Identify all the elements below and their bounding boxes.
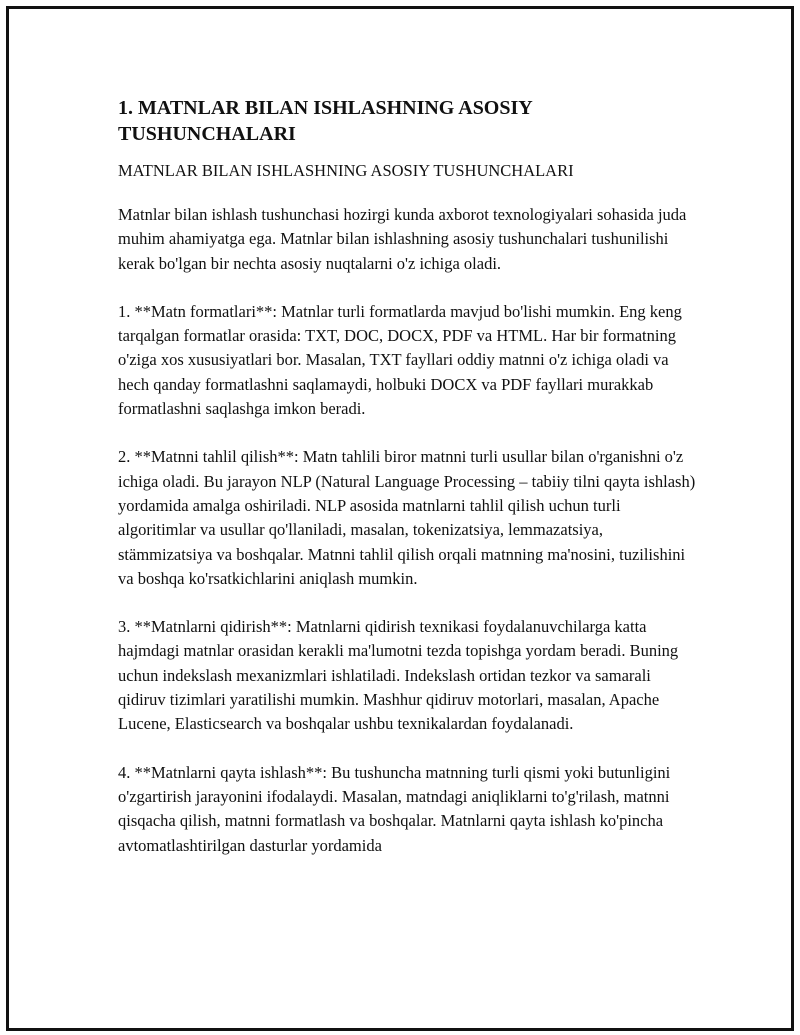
paragraph-item-2: 2. **Matnni tahlil qilish**: Matn tahlili biror matnni turli usullar bilan o'rganishni o'z ichiga oladi. Bu jarayon NLP (Natural Language Processing – tabiiy tilni qayta ishlash) yordamida amalga oshiriladi. NLP asosida matnlarni tahlil qilish uchun turli algoritimlar va usullar qo'llaniladi, masalan, tokenizatsiya, lemmazatsiya, stämmizatsiya va boshqalar. Matnni tahlil qilish orqali matnning ma'nosini, tuzilishini va boshqa ko'rsatkichlarini aniqlash mumkin. <box>118 447 696 588</box>
section-heading: 1. MATNLAR BILAN ISHLASHNING ASOSIY TUSHUNCHALARI <box>118 97 532 145</box>
paragraph-item-3: 3. **Matnlarni qidirish**: Matnlarni qidirish texnikasi foydalanuvchilarga katta hajmdagi matnlar orasidan kerakli ma'lumotni tezda topishga yordam beradi. Buning uchun indekslash mexanizmlari ishlatiladi. Indekslash ortidan tezkor va samarali qidiruv tizimlari yaratilishi mumkin. Mashhur qidiruv motorlari, masalan, Apache Lucene, Elasticsearch va boshqalar ushbu texnikalardan foydalanadi. <box>118 617 679 734</box>
section-subheading: MATNLAR BILAN ISHLASHNING ASOSIY TUSHUNCHALARI <box>118 161 574 180</box>
paragraph-item-1: 1. **Matn formatlari**: Matnlar turli formatlarda mavjud bo'lishi mumkin. Eng keng tarqalgan formatlar orasida: TXT, DOC, DOCX, PDF va HTML. Har bir formatning o'ziga xos xususiyatlari bor. Masalan, TXT fayllari oddiy matnni o'z ichiga oladi va hech qanday formatlashni saqlamaydi, holbuki DOCX va PDF fayllari murakkab formatlashni saqlashga imkon beradi. <box>118 301 682 419</box>
document-body <box>118 95 698 882</box>
paragraph-intro: Matnlar bilan ishlash tushunchasi hozirgi kunda axborot texnologiyalari sohasida juda muhim ahamiyatga ega. Matnlar bilan ishlashning asosiy tushunchalari tushunilishi kerak bo'lgan bir nechta asosiy nuqtalarni o'z ichiga oladi. <box>118 205 687 273</box>
paragraph-item-4: 4. **Matnlarni qayta ishlash**: Bu tushuncha matnning turli qismi yoki butunligini o'zgartirish jarayonini ifodalaydi. Masalan, matndagi aniqliklarni to'g'rilash, matnni qisqacha qilish, matnni formatlash va boshqalar. Matnlarni qayta ishlash ko'pincha avtomatlashtirilgan dasturlar yordamida <box>118 762 671 855</box>
